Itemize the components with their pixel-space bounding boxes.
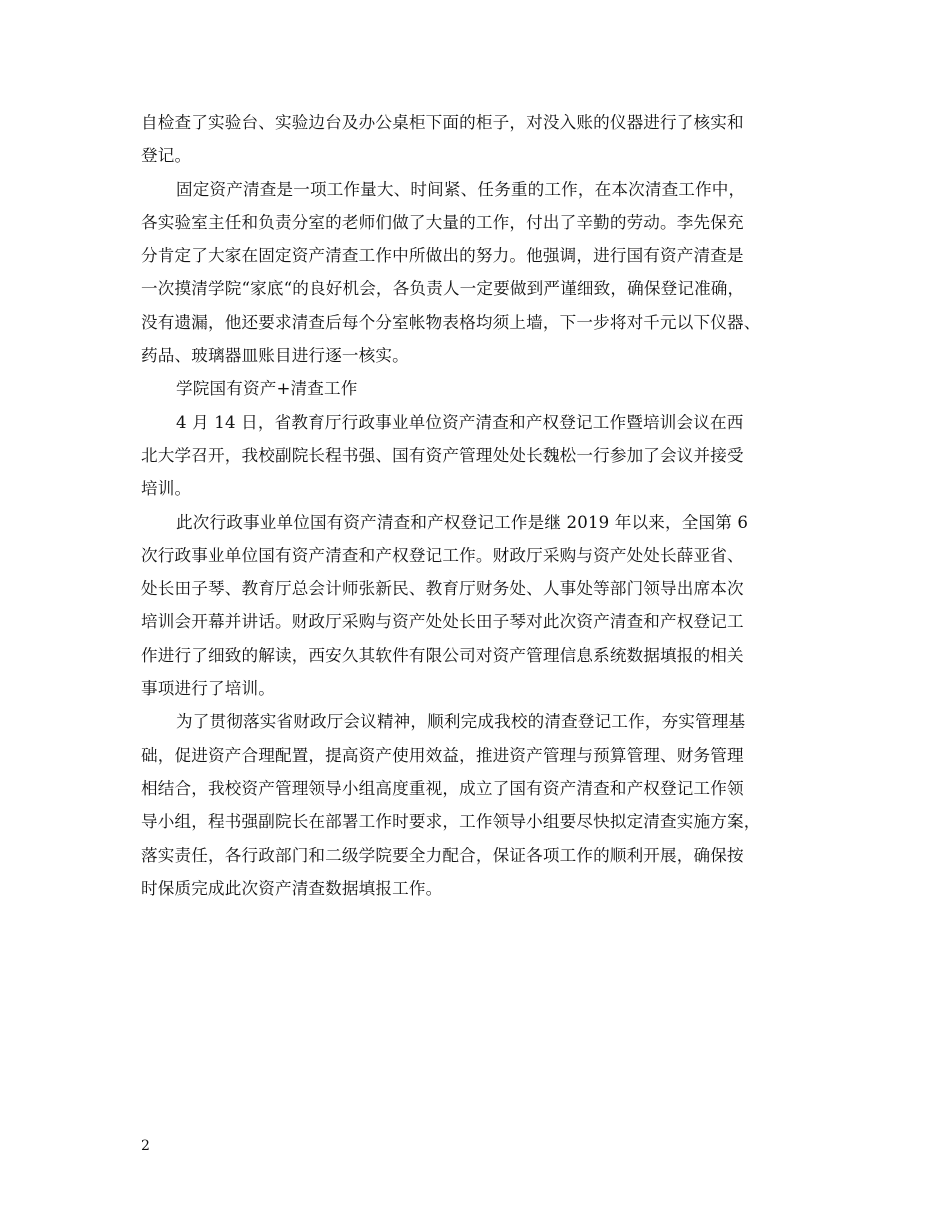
text-line: 导小组，程书强副院长在部署工作时要求，工作领导小组要尽快拟定清查实施方案，: [141, 812, 761, 832]
text-line: 固定资产清查是一项工作量大、时间紧、任务重的工作，在本次清查工作中，: [176, 179, 746, 199]
text-line: 时保质完成此次资产清查数据填报工作。: [141, 878, 443, 898]
text-line: 自检查了实验台、实验边台及办公桌柜下面的柜子，对没入账的仪器进行了核实和: [141, 113, 744, 132]
text-line: 各实验室主任和负责分室的老师们做了大量的工作，付出了辛勤的劳动。李先保充: [141, 212, 744, 232]
text-line: 登记。: [141, 146, 192, 166]
text-line: 药品、玻璃器皿账目进行逐一核实。: [141, 346, 409, 366]
text-line: 次行政事业单位国有资产清查和产权登记工作。财政厅采购与资产处处长薛亚省、: [141, 545, 744, 565]
page-number: 2: [141, 1138, 150, 1154]
text-line: 分肯定了大家在固定资产清查工作中所做出的努力。他强调，进行国有资产清查是: [141, 246, 744, 266]
text-line: 为了贯彻落实省财政厅会议精神，顺利完成我校的清查登记工作，夯实管理基: [176, 712, 746, 732]
text-line: 一次摸清学院“家底“的良好机会，各负责人一定要做到严谨细致，确保登记准确，: [141, 279, 745, 299]
text-line: 没有遗漏，他还要求清查后每个分室帐物表格均须上墙，下一步将对千元以下仪器、: [141, 312, 761, 332]
text-line: 落实责任，各行政部门和二级学院要全力配合，保证各项工作的顺利开展，确保按: [141, 845, 744, 865]
document-body: [141, 113, 813, 912]
text-line: 相结合，我校资产管理领导小组高度重视，成立了国有资产清查和产权登记工作领: [141, 778, 744, 798]
text-line: 培训会开幕并讲话。财政厅采购与资产处处长田子琴对此次资产清查和产权登记工: [141, 612, 744, 632]
text-line: 处长田子琴、教育厅总会计师张新民、教育厅财务处、人事处等部门领导出席本次: [141, 579, 744, 599]
text-line: 培训。: [141, 479, 192, 499]
text-line: 此次行政事业单位国有资产清查和产权登记工作是继 2019 年以来，全国第 6: [176, 512, 749, 532]
text-line: 础，促进资产合理配置，提高资产使用效益，推进资产管理与预算管理、财务管理: [141, 745, 744, 765]
text-line: 4 月 14 日，省教育厅行政事业单位资产清查和产权登记工作暨培训会议在西: [176, 412, 744, 432]
text-line: 事项进行了培训。: [141, 679, 275, 699]
text-line: 学院国有资产+清查工作: [176, 379, 358, 399]
text-line: 作进行了细致的解读，西安久其软件有限公司对资产管理信息系统数据填报的相关: [141, 645, 744, 665]
text-line: 北大学召开，我校副院长程书强、国有资产管理处处长魏松一行参加了会议并接受: [141, 445, 744, 465]
